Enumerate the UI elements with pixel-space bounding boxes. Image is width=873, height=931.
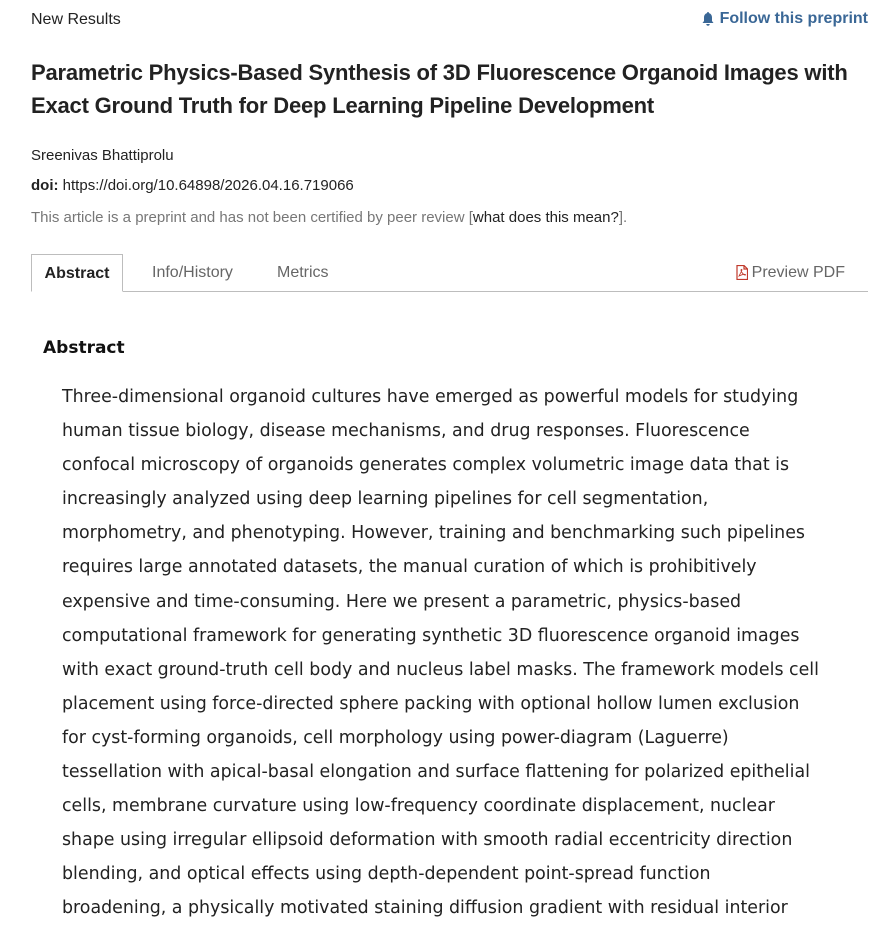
abstract-line: Three-dimensional organoid cultures have emerged as powerful models for studying — [62, 387, 799, 407]
article-section-label: New Results — [31, 11, 121, 28]
abstract-line: computational framework for generating synthetic 3D fluorescence organoid images — [62, 625, 800, 646]
abstract-body — [62, 380, 852, 926]
pdf-file-icon — [736, 265, 748, 280]
abstract-line: expensive and time-consuming. Here we present a parametric, physics-based — [62, 591, 742, 612]
abstract-line: human tissue biology, disease mechanisms, and drug responses. Fluorescence — [62, 421, 750, 442]
abstract-line: tessellation with apical-basal elongation and surface flattening for polarized epithelial — [62, 762, 810, 783]
preview-pdf-label: Preview PDF — [751, 264, 845, 281]
abstract-line: increasingly analyzed using deep learning pipelines for cell segmentation, — [62, 489, 709, 510]
abstract-line: blending, and optical effects using depth-dependent point-spread function — [62, 864, 711, 885]
author-name[interactable]: Sreenivas Bhattiprolu — [31, 147, 174, 164]
abstract-line: requires large annotated datasets, the manual curation of which is prohibitively — [62, 557, 757, 578]
abstract-line: broadening, a physically motivated staining diffusion gradient with residual interior — [62, 898, 788, 919]
abstract-line: confocal microscopy of organoids generates complex volumetric image data that is — [62, 455, 790, 476]
article-title: Parametric Physics-Based Synthesis of 3D Fluorescence Organoid Images with Exact Ground Truth for Deep Learning Pipeline Development — [31, 60, 848, 118]
bell-icon — [701, 12, 715, 27]
what-does-this-mean-link[interactable]: what does this mean? — [472, 209, 619, 226]
disclaimer-text: This article is a preprint and has not been certified by peer review [ — [31, 209, 473, 226]
abstract-line: with exact ground-truth cell body and nucleus label masks. The framework models cell — [62, 659, 819, 680]
abstract-line: for cyst-forming organoids, cell morphology using power-diagram (Laguerre) — [62, 727, 729, 748]
disclaimer-end: ]. — [618, 209, 628, 226]
preview-pdf-link[interactable] — [736, 254, 845, 291]
abstract-line: shape using irregular ellipsoid deformation with smooth radial eccentricity direction — [62, 830, 793, 851]
doi-label: doi: — [31, 177, 59, 194]
follow-label: Follow this preprint — [719, 10, 868, 27]
tab-info-history[interactable]: Info/History — [152, 264, 233, 281]
doi-link[interactable]: https://doi.org/10.64898/2026.04.16.719066 — [62, 177, 354, 194]
article-tabs — [31, 254, 868, 292]
peer-review-disclaimer — [31, 209, 627, 226]
abstract-heading: Abstract — [43, 338, 125, 358]
abstract-line: morphometry, and phenotyping. However, training and benchmarking such pipelines — [62, 523, 805, 544]
tab-metrics[interactable]: Metrics — [277, 264, 329, 281]
abstract-line: cells, membrane curvature using low-frequency coordinate displacement, nuclear — [62, 796, 775, 817]
doi-line — [31, 177, 354, 194]
follow-preprint-link[interactable] — [701, 10, 868, 28]
abstract-line: placement using force-directed sphere packing with optional hollow lumen exclusion — [62, 693, 800, 714]
tab-abstract[interactable]: Abstract — [31, 254, 123, 292]
